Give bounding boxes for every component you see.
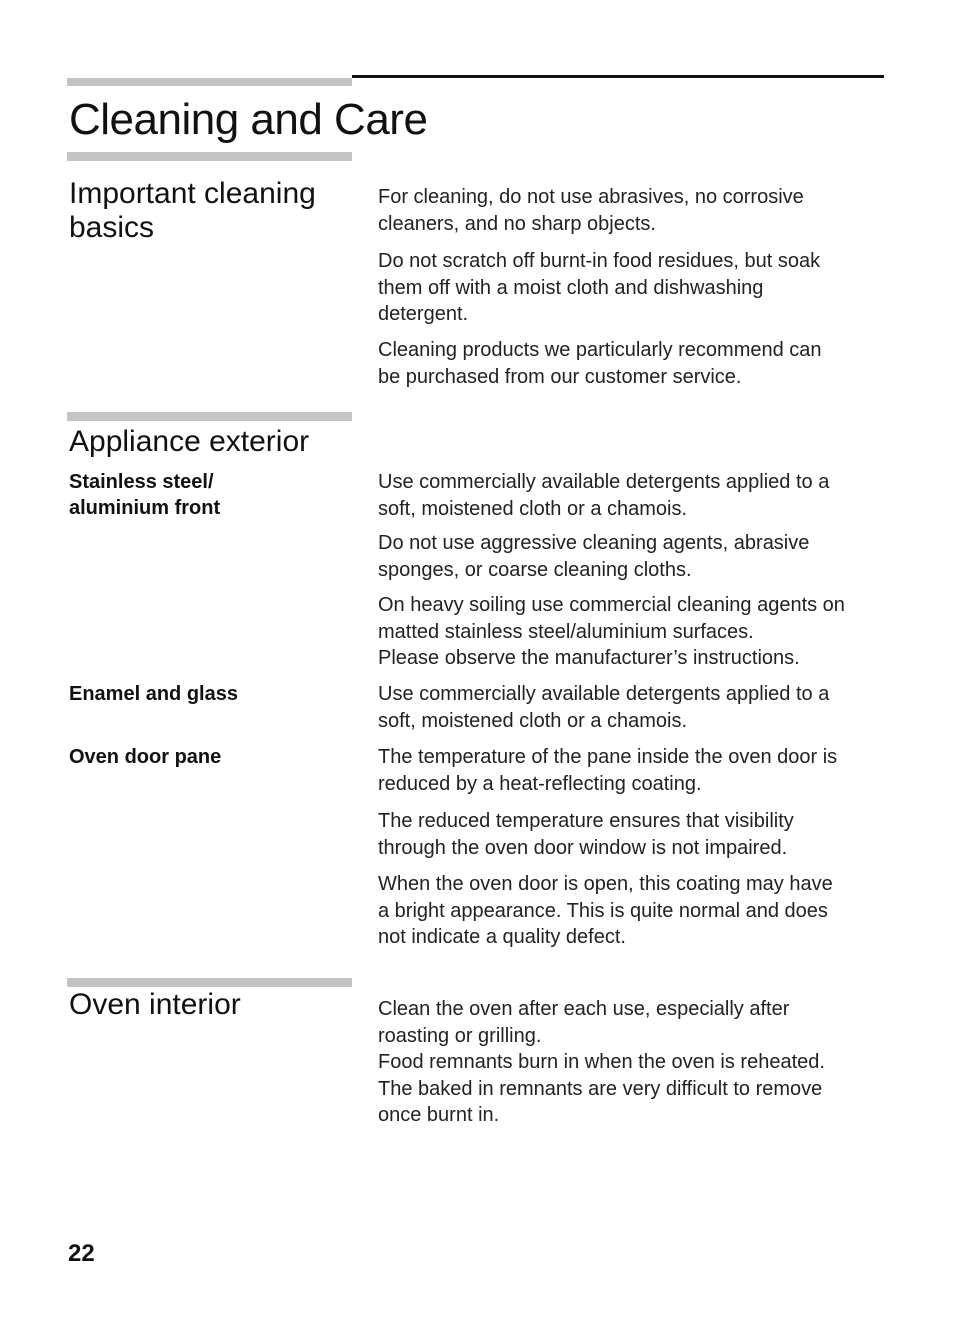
basics-paragraph-2: Do not scratch off burnt-in food residues, but soak them off with a moist cloth and dishwashing detergent. [378,250,821,325]
stainless-paragraph-1: Use commercially available detergents applied to a soft, moistened cloth or a chamois. [378,471,830,520]
section-divider-basics [67,152,352,161]
page-number: 22 [68,1240,95,1267]
subheading-oven-door-pane: Oven door pane [69,746,222,768]
basics-paragraph-1: For cleaning, do not use abrasives, no corrosive cleaners, and no sharp objects. [378,186,804,235]
basics-paragraph-3: Cleaning products we particularly recommend can be purchased from our customer service. [378,339,822,388]
stainless-paragraph-2: Do not use aggressive cleaning agents, abrasive sponges, or coarse cleaning cloths. [378,532,810,581]
door-pane-paragraph-1: The temperature of the pane inside the oven door is reduced by a heat-reflecting coating. [378,746,838,795]
enamel-paragraph-1: Use commercially available detergents applied to a soft, moistened cloth or a chamois. [378,683,830,732]
section-heading-exterior: Appliance exterior [69,425,310,458]
section-heading-basics: Important cleaning basics [69,177,316,244]
section-divider-exterior [67,412,352,421]
title-top-black-rule [352,75,884,78]
title-top-grey-rule [67,78,352,86]
stainless-paragraph-3: On heavy soiling use commercial cleaning agents on matted stainless steel/aluminium surfaces. Please observe the manufacturer’s instructions. [378,594,845,669]
section-divider-interior [67,978,352,987]
door-pane-paragraph-2: The reduced temperature ensures that visibility through the oven door window is not impaired. [378,810,794,859]
door-pane-paragraph-3: When the oven door is open, this coating may have a bright appearance. This is quite normal and does not indicate a quality defect. [378,873,833,948]
section-heading-interior: Oven interior [69,988,241,1021]
interior-paragraph-1: Clean the oven after each use, especially after roasting or grilling. Food remnants burn in when the oven is reheated. The baked in remnants are very difficult to remove once burnt in. [378,998,825,1126]
subheading-stainless-steel: Stainless steel/ aluminium front [69,471,221,519]
subheading-enamel-glass: Enamel and glass [69,683,238,705]
page-title: Cleaning and Care [69,95,428,144]
